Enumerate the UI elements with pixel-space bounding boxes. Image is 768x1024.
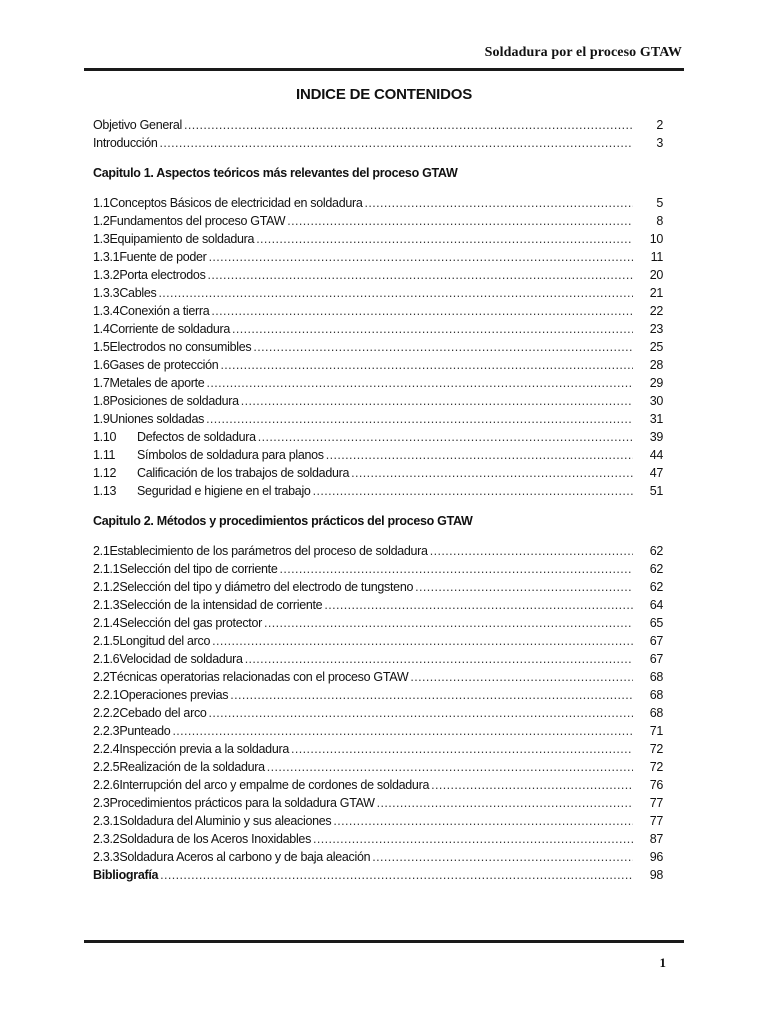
toc-entry-page: 77 (649, 814, 663, 828)
toc-entry-number: 2.3 (93, 796, 110, 810)
toc-entry-page: 23 (649, 322, 663, 336)
toc-entry[interactable] (93, 230, 663, 248)
toc-entry-label: Electrodos no consumibles (109, 340, 252, 354)
toc-entry-page: 62 (649, 580, 663, 594)
page-number: 1 (659, 955, 666, 970)
toc-entry-label: Soldadura Aceros al carbono y de baja aleación (119, 850, 371, 864)
footer-rule (84, 940, 684, 943)
dot-leader (245, 650, 633, 668)
toc-entry-label: Establecimiento de los parámetros del proceso de soldadura (109, 544, 428, 558)
dot-leader (232, 320, 633, 338)
toc-entry-page: 22 (649, 304, 663, 318)
toc-entry-number: 1.3.1 (93, 250, 120, 264)
toc-entry-number: 1.8 (93, 394, 110, 408)
toc-entry[interactable] (93, 134, 663, 152)
toc-entry-number: 1.3.2 (93, 268, 120, 282)
toc-entry[interactable] (93, 848, 663, 866)
dot-leader (211, 302, 633, 320)
chapter-1-list (93, 194, 663, 500)
toc-entry-page: 72 (649, 760, 663, 774)
toc-entry-label: Selección del gas protector (119, 616, 262, 630)
toc-entry[interactable] (93, 428, 663, 446)
toc-entry-label: Objetivo General (93, 118, 182, 132)
toc-entry[interactable] (93, 596, 663, 614)
toc-entry[interactable] (93, 776, 663, 794)
toc-entry-number: 2.1.3 (93, 598, 120, 612)
toc-entry[interactable] (93, 356, 663, 374)
toc-entry-number: 2.1.6 (93, 652, 120, 666)
toc-entry[interactable] (93, 248, 663, 266)
toc-entry-label: Posiciones de soldadura (109, 394, 239, 408)
toc-entry-label: Uniones soldadas (109, 412, 205, 426)
toc-entry-label: Realización de la soldadura (119, 760, 265, 774)
toc-entry-bibliography[interactable] (93, 866, 663, 884)
dot-leader (333, 812, 633, 830)
toc-entry-number: 1.3 (93, 232, 110, 246)
toc-entry-number: 2.2 (93, 670, 110, 684)
toc-entry-label: Conceptos Básicos de electricidad en soldadura (109, 196, 363, 210)
dot-leader (184, 116, 633, 134)
chapter-2-heading: Capitulo 2. Métodos y procedimientos prácticos del proceso GTAW (93, 514, 473, 528)
toc-entry-label: Introducción (93, 136, 158, 150)
toc-entry-number: 1.1 (93, 196, 110, 210)
dot-leader (415, 578, 633, 596)
intro-list (93, 116, 663, 152)
toc-entry-number: 1.3.4 (93, 304, 120, 318)
dot-leader (160, 134, 634, 152)
toc-entry-number: 2.2.3 (93, 724, 120, 738)
dot-leader (267, 758, 633, 776)
toc-entry-number: 1.10 (93, 430, 117, 444)
toc-entry-page: 25 (649, 340, 663, 354)
toc-entry-page: 10 (649, 232, 663, 246)
header-rule (84, 68, 684, 71)
dot-leader (430, 542, 633, 560)
spacer (93, 182, 663, 194)
toc-entry-number: 1.13 (93, 484, 117, 498)
toc-entry-number: 1.4 (93, 322, 110, 336)
toc-entry-page: 62 (649, 562, 663, 576)
dot-leader (258, 428, 633, 446)
toc-entry[interactable] (93, 686, 663, 704)
dot-leader (365, 194, 633, 212)
toc-entry-number: 2.1.5 (93, 634, 120, 648)
spacer (93, 500, 663, 512)
toc-entry-label: Soldadura del Aluminio y sus aleaciones (119, 814, 332, 828)
toc-entry-number: 1.9 (93, 412, 110, 426)
spacer (93, 152, 663, 164)
toc-entry-label: Inspección previa a la soldadura (119, 742, 289, 756)
toc-entry-page: 28 (649, 358, 663, 372)
toc-entry-page: 51 (649, 484, 663, 498)
toc-entry-page: 30 (649, 394, 663, 408)
toc-entry-label: Gases de protección (109, 358, 219, 372)
toc-entry-page: 39 (649, 430, 663, 444)
toc-entry-label: Fundamentos del proceso GTAW (109, 214, 286, 228)
toc-entry[interactable] (93, 542, 663, 560)
dot-leader (209, 704, 633, 722)
toc-entry-page: 64 (649, 598, 663, 612)
toc-entry-page: 62 (649, 544, 663, 558)
dot-leader (160, 866, 633, 884)
toc-entry-label: Técnicas operatorias relacionadas con el proceso GTAW (109, 670, 409, 684)
toc-entry-label: Conexión a tierra (119, 304, 210, 318)
dot-leader (206, 374, 633, 392)
toc-entry-page: 68 (649, 670, 663, 684)
toc-entry-label: Cebado del arco (119, 706, 207, 720)
dot-leader (220, 356, 633, 374)
toc-entry-label: Punteado (119, 724, 171, 738)
dot-leader (241, 392, 633, 410)
toc-entry-page: 11 (650, 250, 663, 264)
toc-entry-page: 67 (649, 652, 663, 666)
toc-entry-number: 2.1.1 (93, 562, 120, 576)
toc-entry[interactable] (93, 284, 663, 302)
toc-entry-page: 5 (656, 196, 663, 210)
toc-entry[interactable] (93, 464, 663, 482)
toc-entry-page: 68 (649, 706, 663, 720)
toc-entry[interactable] (93, 578, 663, 596)
toc-entry-number: 1.3.3 (93, 286, 120, 300)
toc-entry[interactable] (93, 212, 663, 230)
toc-entry[interactable] (93, 812, 663, 830)
toc-entry-page: 2 (656, 118, 663, 132)
dot-leader (158, 284, 633, 302)
toc-entry-page: 20 (649, 268, 663, 282)
toc-entry-label: Selección de la intensidad de corriente (119, 598, 323, 612)
dot-leader (209, 248, 633, 266)
toc-entry-number: 2.2.5 (93, 760, 120, 774)
dot-leader (431, 776, 633, 794)
dot-leader (377, 794, 633, 812)
dot-leader (326, 446, 633, 464)
toc-entry-number: 2.1.2 (93, 580, 120, 594)
dot-leader (351, 464, 633, 482)
toc-entry-page: 71 (649, 724, 663, 738)
toc-entry-page: 31 (649, 412, 663, 426)
toc-entry-label: Selección del tipo y diámetro del electrodo de tungsteno (119, 580, 414, 594)
toc-entry-page: 76 (649, 778, 663, 792)
dot-leader (410, 668, 633, 686)
toc-entry[interactable] (93, 266, 663, 284)
toc-entry[interactable] (93, 410, 663, 428)
toc-entry-label: Interrupción del arco y empalme de cordones de soldadura (119, 778, 430, 792)
toc-entry-number: 2.2.4 (93, 742, 120, 756)
toc-entry[interactable] (93, 830, 663, 848)
toc-entry[interactable] (93, 374, 663, 392)
toc-entry-number: 2.2.6 (93, 778, 120, 792)
toc-entry-page: 98 (649, 868, 663, 882)
toc-entry-number: 1.5 (93, 340, 110, 354)
toc-entry-label: Procedimientos prácticos para la soldadura GTAW (109, 796, 375, 810)
chapter-1-heading: Capitulo 1. Aspectos teóricos más relevantes del proceso GTAW (93, 166, 458, 180)
toc-entry-number: 1.11 (93, 448, 116, 462)
toc-entry[interactable] (93, 704, 663, 722)
dot-leader (279, 560, 633, 578)
toc-entry-label: Símbolos de soldadura para planos (137, 448, 324, 462)
toc-entry-number: 2.3.3 (93, 850, 120, 864)
dot-leader (212, 632, 633, 650)
toc-entry[interactable] (93, 194, 663, 212)
chapter-2-list (93, 542, 663, 866)
toc-entry-label: Defectos de soldadura (137, 430, 256, 444)
toc-entry-number: 1.7 (93, 376, 110, 390)
toc-entry[interactable] (93, 560, 663, 578)
toc-entry-label: Porta electrodos (119, 268, 206, 282)
toc-entry-label: Soldadura de los Aceros Inoxidables (119, 832, 312, 846)
toc-entry-label: Selección del tipo de corriente (119, 562, 278, 576)
toc-entry[interactable] (93, 446, 663, 464)
toc-entry-number: 2.2.1 (93, 688, 120, 702)
toc-entry-page: 3 (656, 136, 663, 150)
toc-entry-page: 72 (649, 742, 663, 756)
toc-entry-label: Operaciones previas (119, 688, 229, 702)
dot-leader (253, 338, 633, 356)
toc-entry-label: Corriente de soldadura (109, 322, 231, 336)
toc-entry-label: Bibliografía (93, 868, 159, 882)
dot-leader (208, 266, 633, 284)
toc-entry-label: Velocidad de soldadura (119, 652, 243, 666)
toc-entry-number: 2.1 (93, 544, 110, 558)
toc-entry[interactable] (93, 794, 663, 812)
dot-leader (206, 410, 633, 428)
toc-entry[interactable] (93, 632, 663, 650)
toc-entry-number: 1.6 (93, 358, 110, 372)
toc-entry-label: Calificación de los trabajos de soldadura (137, 466, 350, 480)
toc-entry-page: 77 (649, 796, 663, 810)
dot-leader (230, 686, 633, 704)
toc-entry[interactable] (93, 650, 663, 668)
toc-entry-label: Seguridad e higiene en el trabajo (137, 484, 311, 498)
toc-entry[interactable] (93, 482, 663, 500)
dot-leader (372, 848, 633, 866)
toc-entry[interactable] (93, 614, 663, 632)
dot-leader (324, 596, 633, 614)
toc-entry-label: Equipamiento de soldadura (109, 232, 255, 246)
dot-leader (313, 830, 633, 848)
toc-entry-number: 2.1.4 (93, 616, 120, 630)
toc-entry[interactable] (93, 758, 663, 776)
toc-entry-page: 47 (649, 466, 663, 480)
toc-entry-label: Metales de aporte (109, 376, 205, 390)
dot-leader (291, 740, 633, 758)
toc-entry[interactable] (93, 302, 663, 320)
table-of-contents (93, 116, 663, 884)
toc-entry-page: 67 (649, 634, 663, 648)
toc-entry-label: Longitud del arco (119, 634, 211, 648)
dot-leader (264, 614, 633, 632)
toc-entry[interactable] (93, 392, 663, 410)
toc-entry-number: 1.2 (93, 214, 110, 228)
toc-entry-page: 68 (649, 688, 663, 702)
toc-entry[interactable] (93, 116, 663, 134)
toc-entry[interactable] (93, 668, 663, 686)
dot-leader (256, 230, 633, 248)
toc-entry-number: 2.2.2 (93, 706, 120, 720)
toc-entry-page: 65 (649, 616, 663, 630)
toc-entry[interactable] (93, 722, 663, 740)
toc-entry-page: 87 (649, 832, 663, 846)
toc-entry[interactable] (93, 320, 663, 338)
toc-title: INDICE DE CONTENIDOS (295, 86, 472, 103)
toc-entry-page: 44 (649, 448, 663, 462)
toc-entry-number: 2.3.2 (93, 832, 120, 846)
toc-entry-label: Fuente de poder (119, 250, 207, 264)
toc-entry-number: 1.12 (93, 466, 117, 480)
toc-entry-label: Cables (119, 286, 157, 300)
toc-entry-page: 8 (656, 214, 663, 228)
toc-entry[interactable] (93, 740, 663, 758)
running-header: Soldadura por el proceso GTAW (484, 45, 682, 60)
toc-entry-page: 29 (649, 376, 663, 390)
toc-entry-page: 96 (649, 850, 663, 864)
dot-leader (313, 482, 633, 500)
toc-entry-page: 21 (649, 286, 663, 300)
dot-leader (172, 722, 633, 740)
spacer (93, 530, 663, 542)
dot-leader (287, 212, 633, 230)
toc-entry-number: 2.3.1 (93, 814, 120, 828)
toc-entry[interactable] (93, 338, 663, 356)
